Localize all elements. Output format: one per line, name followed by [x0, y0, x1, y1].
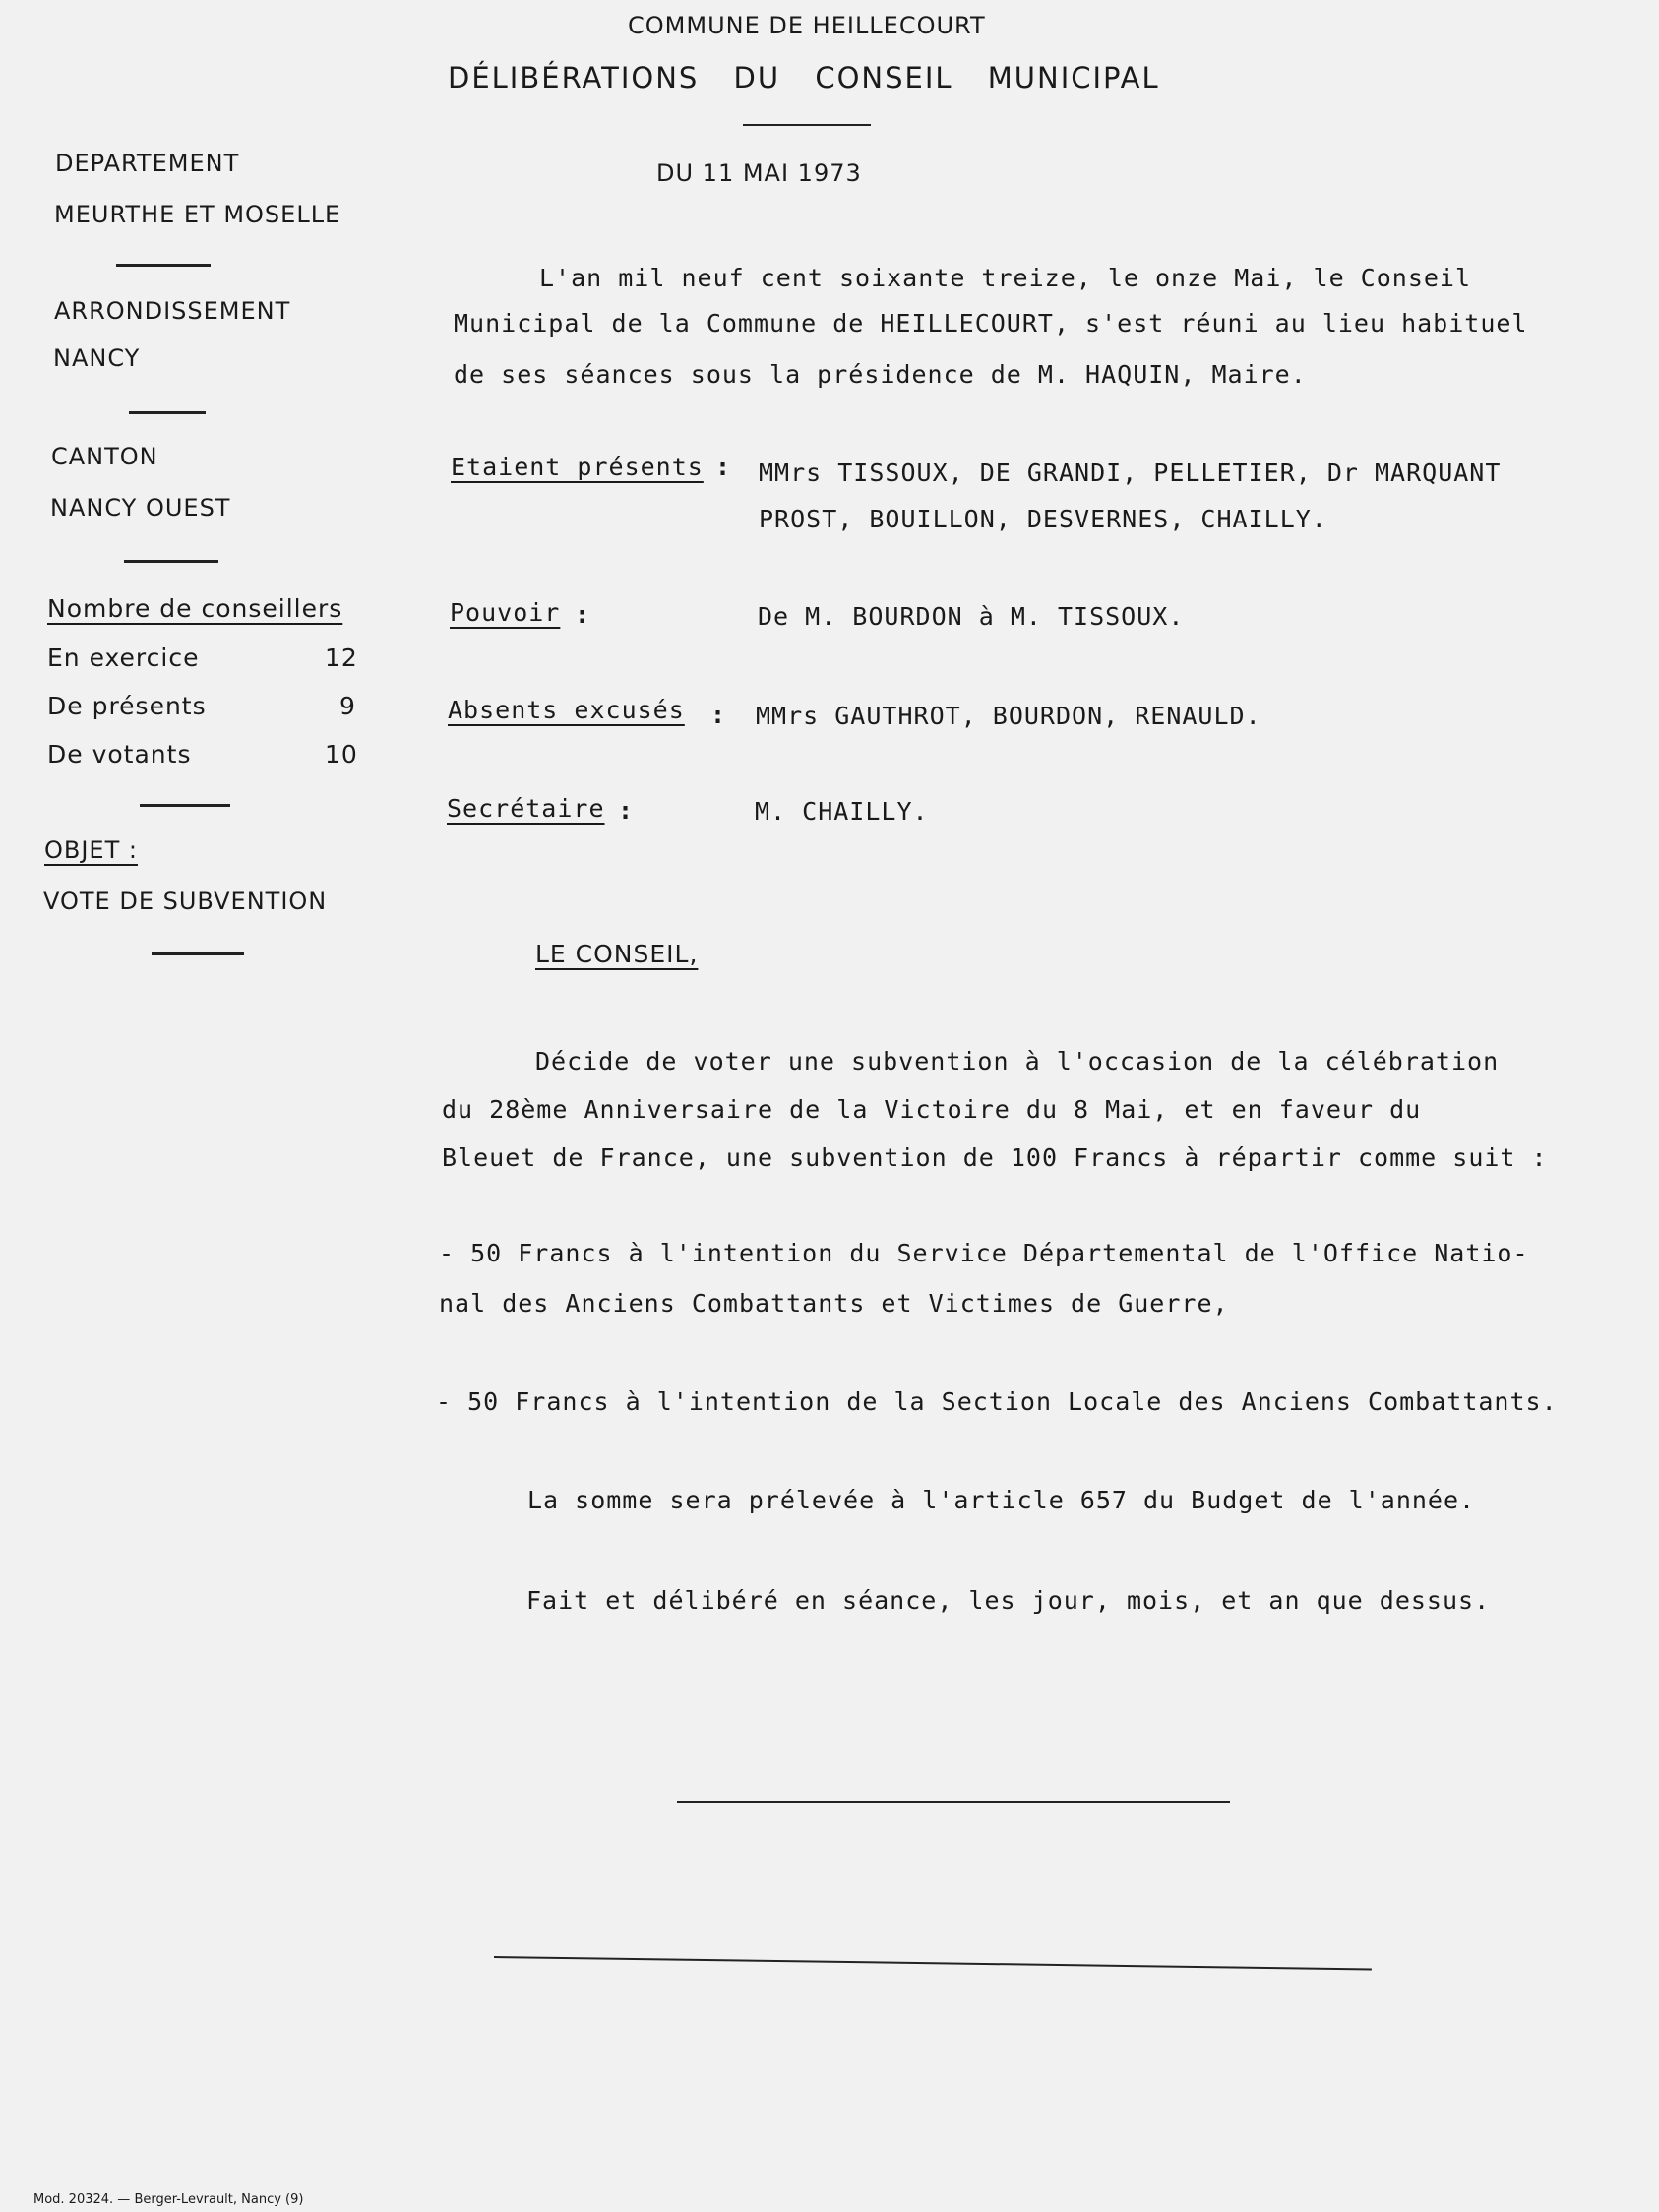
absents-colon: : — [710, 701, 727, 729]
decide-line-1: Décide de voter une subvention à l'occasion de la célébration — [535, 1047, 1500, 1075]
arrondissement-value: NANCY — [53, 344, 141, 372]
exercice-value: 12 — [325, 644, 358, 672]
exercice-label: En exercice — [47, 644, 200, 672]
divider — [140, 804, 230, 807]
decide-line-2: du 28ème Anniversaire de la Victoire du 8 Mai, et en faveur du — [442, 1095, 1422, 1124]
presents-label: De présents — [47, 692, 207, 720]
form-reference: Mod. 20324. — Berger-Levrault, Nancy (9) — [33, 2192, 304, 2207]
document-title: DÉLIBÉRATIONS DU CONSEIL MUNICIPAL — [448, 61, 1160, 94]
secretaire-colon: : — [618, 796, 635, 825]
intro-line-1: L'an mil neuf cent soixante treize, le onze Mai, le Conseil — [539, 264, 1472, 292]
pouvoir-colon: : — [575, 600, 591, 629]
divider — [116, 264, 211, 267]
absents-value: MMrs GAUTHROT, BOURDON, RENAULD. — [756, 702, 1261, 730]
item-1-line-1: - 50 Francs à l'intention du Service Départemental de l'Office Natio- — [439, 1239, 1529, 1267]
pouvoir-heading: Pouvoir — [450, 598, 561, 627]
votants-value: 10 — [325, 740, 358, 768]
fait-line: Fait et délibéré en séance, les jour, mois, et an que dessus. — [526, 1586, 1491, 1615]
department-value: MEURTHE ET MOSELLE — [54, 201, 341, 228]
objet-label — [44, 836, 138, 864]
presents-colon: : — [715, 453, 732, 481]
divider — [124, 560, 218, 563]
canton-label: CANTON — [51, 443, 158, 470]
signature-line — [494, 1956, 1372, 1970]
meeting-date: DU 11 MAI 1973 — [656, 159, 862, 187]
divider — [129, 411, 206, 414]
votants-label: De votants — [47, 740, 192, 768]
somme-line: La somme sera prélevée à l'article 657 du Budget de l'année. — [527, 1486, 1476, 1514]
item-1-line-2: nal des Anciens Combattants et Victimes de Guerre, — [439, 1289, 1229, 1318]
objet-value: VOTE DE SUBVENTION — [43, 888, 328, 915]
presents-line-1: MMrs TISSOUX, DE GRANDI, PELLETIER, Dr MARQUANT — [759, 459, 1502, 487]
decide-line-3: Bleuet de France, une subvention de 100 Francs à répartir comme suit : — [442, 1143, 1548, 1172]
secretaire-heading: Secrétaire — [447, 794, 605, 823]
absents-heading: Absents excusés — [448, 696, 685, 724]
intro-line-2: Municipal de la Commune de HEILLECOURT, s'est réuni au lieu habituel — [454, 309, 1528, 338]
presents-value: 9 — [339, 692, 356, 720]
secretaire-value: M. CHAILLY. — [755, 797, 929, 826]
le-conseil-heading: LE CONSEIL, — [535, 940, 699, 968]
commune-title: COMMUNE DE HEILLECOURT — [628, 12, 986, 39]
presents-heading: Etaient présents — [451, 453, 704, 481]
title-rule — [743, 124, 871, 126]
signature-line — [677, 1801, 1230, 1803]
arrondissement-label: ARRONDISSEMENT — [54, 297, 291, 325]
department-label: DEPARTEMENT — [55, 150, 240, 177]
pouvoir-value: De M. BOURDON à M. TISSOUX. — [758, 602, 1185, 631]
intro-line-3: de ses séances sous la présidence de M. HAQUIN, Maire. — [454, 360, 1307, 389]
canton-value: NANCY OUEST — [50, 494, 231, 522]
conseillers-heading: Nombre de conseillers — [47, 594, 343, 623]
divider — [152, 952, 244, 955]
objet-label-text: OBJET : — [44, 836, 138, 864]
presents-line-2: PROST, BOUILLON, DESVERNES, CHAILLY. — [759, 505, 1327, 533]
item-2: - 50 Francs à l'intention de la Section Locale des Anciens Combattants. — [436, 1387, 1558, 1416]
